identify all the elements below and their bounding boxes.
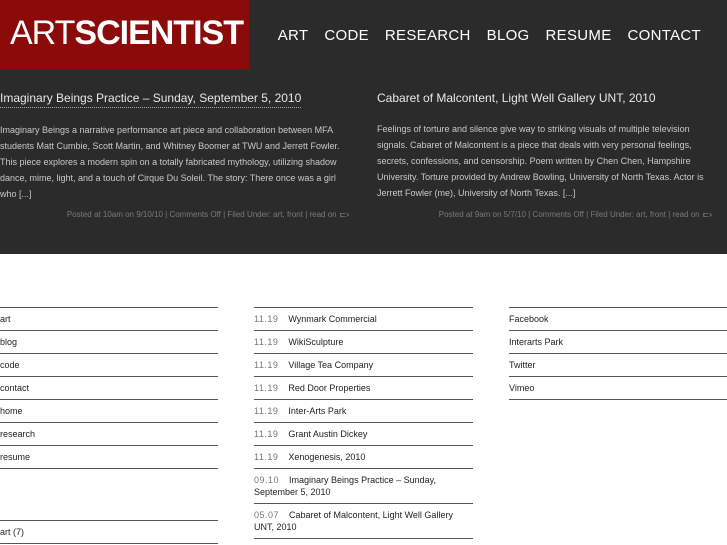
recent-post[interactable]	[254, 400, 473, 423]
nav-resume[interactable]: RESUME	[545, 27, 612, 44]
post-imaginary-beings	[0, 89, 350, 202]
recent-post-title: Cabaret of Malcontent, Light Well Gallery UNT, 2010	[254, 510, 453, 532]
recent-post[interactable]	[254, 331, 473, 354]
post-date: 09.10	[254, 475, 280, 485]
page-link-research[interactable]: research	[0, 423, 218, 446]
categories-list	[0, 520, 218, 544]
nav-blog[interactable]: BLOG	[486, 27, 530, 44]
recent-post[interactable]	[254, 423, 473, 446]
post-excerpt: Feelings of torture and silence give way to striking visuals of multiple television signals. Cabaret of Malcontent is a piece that deals with very personal feelings, secrets, confessions, and censorship. Poem written by Chen Chen, Hampshire University. Torture provided by Andrew Bowling, University of North Texas. Actor is Jerrett Fowler (me), University of North Texas. [...]	[377, 124, 704, 198]
page-link-art[interactable]: art	[0, 308, 218, 331]
recent-post-title: Inter-Arts Park	[288, 406, 347, 416]
recent-post[interactable]	[254, 469, 473, 504]
recent-post-title: Red Door Properties	[288, 383, 371, 393]
page-link-home[interactable]: home	[0, 400, 218, 423]
recent-posts-list	[254, 307, 473, 539]
post-date: 11.19	[254, 406, 279, 416]
post-date: 11.19	[254, 452, 279, 462]
post-date: 11.19	[254, 337, 279, 347]
post-meta	[439, 210, 712, 219]
nav-contact[interactable]: CONTACT	[627, 27, 701, 44]
header-area	[0, 0, 727, 254]
post-date: 05.07	[254, 510, 280, 520]
recent-post-title: Village Tea Company	[288, 360, 374, 370]
social-column	[509, 307, 727, 400]
recent-post[interactable]	[254, 354, 473, 377]
post-cabaret	[377, 89, 717, 201]
nav-code[interactable]: CODE	[324, 27, 369, 44]
main-nav	[278, 27, 701, 44]
read-on-arrow-icon[interactable]: ⊏›	[339, 210, 349, 219]
post-title[interactable]: Imaginary Beings Practice – Sunday, September 5, 2010	[0, 91, 301, 108]
page-link-code[interactable]: code	[0, 354, 218, 377]
post-date: 11.19	[254, 383, 279, 393]
post-meta-text[interactable]: Posted at 9am on 5/7/10 | Comments Off | Filed Under: art, front | read on	[438, 210, 700, 219]
recent-post[interactable]	[254, 377, 473, 400]
category-art[interactable]: art (7)	[0, 521, 218, 544]
social-links-list	[509, 307, 727, 400]
pages-list	[0, 307, 218, 469]
post-title[interactable]: Cabaret of Malcontent, Light Well Gallery UNT, 2010	[377, 91, 656, 105]
social-link-vimeo[interactable]: Vimeo	[509, 377, 727, 400]
social-link-interarts-park[interactable]: Interarts Park	[509, 331, 727, 354]
social-link-facebook[interactable]: Facebook	[509, 308, 727, 331]
recent-post-title: Grant Austin Dickey	[288, 429, 368, 439]
recent-post-title: Imaginary Beings Practice – Sunday, September 5, 2010	[254, 475, 436, 497]
site-logo[interactable]	[0, 0, 249, 69]
post-meta	[67, 210, 349, 219]
page-link-resume[interactable]: resume	[0, 446, 218, 469]
pages-column	[0, 307, 218, 469]
post-excerpt: Imaginary Beings a narrative performance art piece and collaboration between MFA students Matt Cumbie, Scott Martin, and Whitney Boomer at TWU and Jerrett Fowler. This piece explores a modern spin on a totally fabricated mythology, utilizing shadow dance, mime, light, and a touch of Cirque Du Soleil. The story: There once was a girl who [...]	[0, 125, 340, 199]
read-on-arrow-icon[interactable]: ⊏›	[702, 210, 712, 219]
recent-post[interactable]	[254, 504, 473, 539]
page-link-blog[interactable]: blog	[0, 331, 218, 354]
post-date: 11.19	[254, 429, 279, 439]
social-link-twitter[interactable]: Twitter	[509, 354, 727, 377]
post-date: 11.19	[254, 360, 279, 370]
recent-post[interactable]	[254, 446, 473, 469]
recent-post[interactable]	[254, 308, 473, 331]
recent-post-title: WikiSculpture	[288, 337, 344, 347]
post-meta-text[interactable]: Posted at 10am on 9/10/10 | Comments Off | Filed Under: art, front | read on	[66, 210, 337, 219]
post-date: 11.19	[254, 314, 279, 324]
nav-research[interactable]: RESEARCH	[384, 27, 471, 44]
logo-text: ARTSCIENTIST	[10, 14, 243, 52]
recent-post-title: Xenogenesis, 2010	[288, 452, 366, 462]
page-link-contact[interactable]: contact	[0, 377, 218, 400]
recent-posts-column	[254, 307, 473, 539]
nav-art[interactable]: ART	[277, 27, 309, 44]
recent-post-title: Wynmark Commercial	[288, 314, 377, 324]
